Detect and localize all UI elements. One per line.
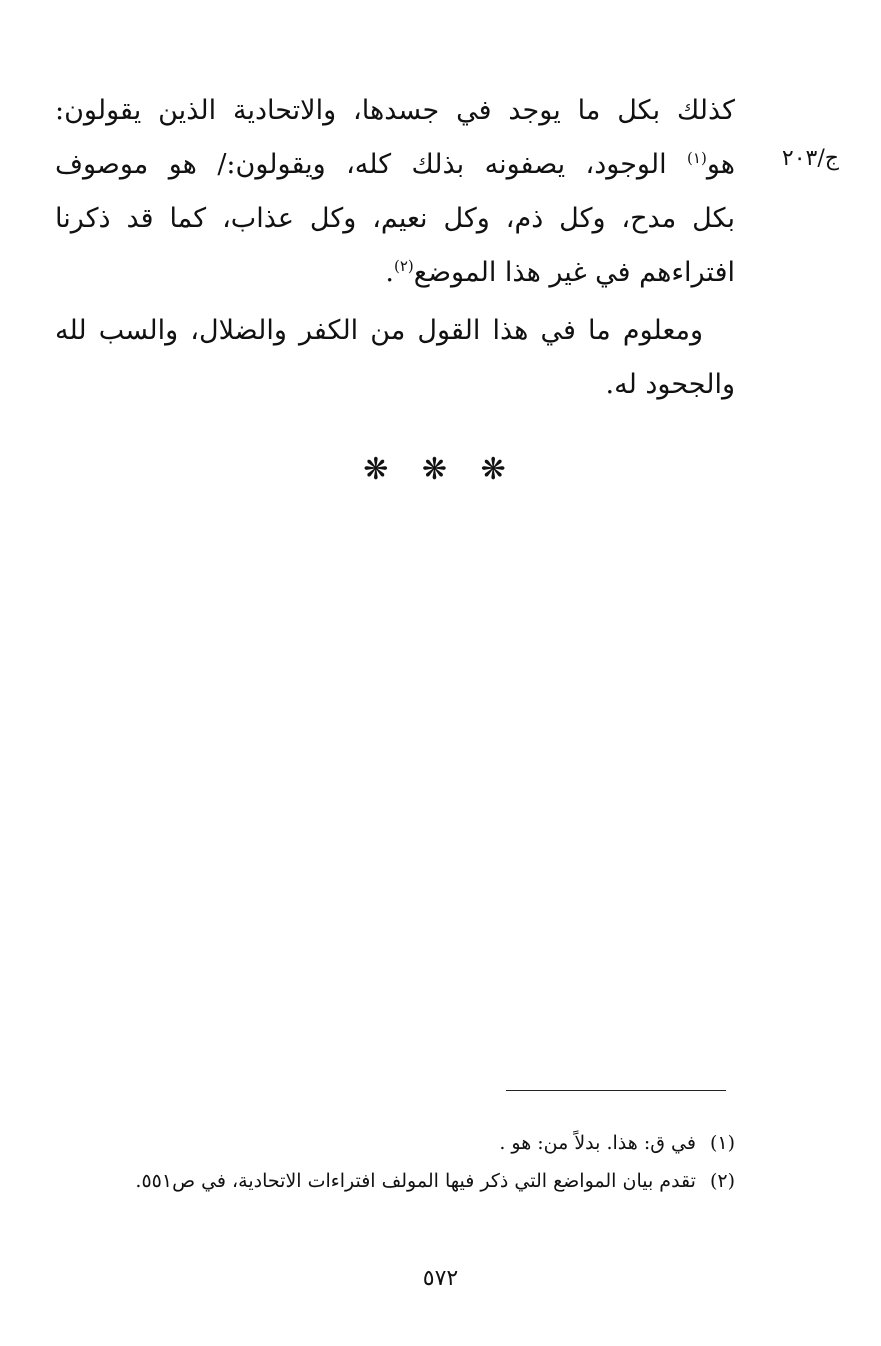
text-line: بكل مدح، وكل ذم، وكل نعيم، وكل عذاب، كما قد ذكرنا: [55, 203, 735, 234]
footnote-reference[interactable]: (٢): [393, 257, 414, 275]
text-line: ومعلوم ما في هذا القول من الكفر والضلال، والسب لله: [55, 315, 703, 346]
footnotes-section: [60, 1124, 735, 1200]
footnote-divider: [506, 1090, 726, 1091]
footnote-number: (١): [709, 1132, 735, 1154]
footnote-reference[interactable]: (١): [687, 149, 707, 167]
footnote-number: (٢): [709, 1170, 735, 1192]
text-segment: الوجود، يصفونه بذلك كله، ويقولون:/ هو موصوف: [55, 149, 688, 180]
text-line: [55, 246, 735, 300]
section-separator-stars: ❋ ❋ ❋: [363, 452, 518, 487]
text-line: كذلك بكل ما يوجد في جسدها، والاتحادية الذين يقولون:: [55, 95, 735, 126]
page-number: ٥٧٢: [422, 1266, 459, 1291]
text-segment: .: [385, 257, 394, 288]
text-segment: هو: [706, 149, 735, 180]
margin-volume-page-note: ج/٢٠٣: [781, 146, 839, 171]
footnote-item: [60, 1124, 735, 1162]
footnote-text: في ق: هذا. بدلاً من: هو .: [499, 1132, 696, 1154]
main-text-block: [55, 84, 735, 412]
footnote-text: تقدم بيان المواضع التي ذكر فيها المولف افتراءات الاتحادية، في ص٥٥١.: [135, 1170, 696, 1192]
text-line: والجحود له.: [605, 369, 735, 400]
text-segment: افتراءهم في غير هذا الموضع: [413, 257, 735, 288]
text-line: [55, 138, 735, 192]
footnote-item: [60, 1162, 735, 1200]
